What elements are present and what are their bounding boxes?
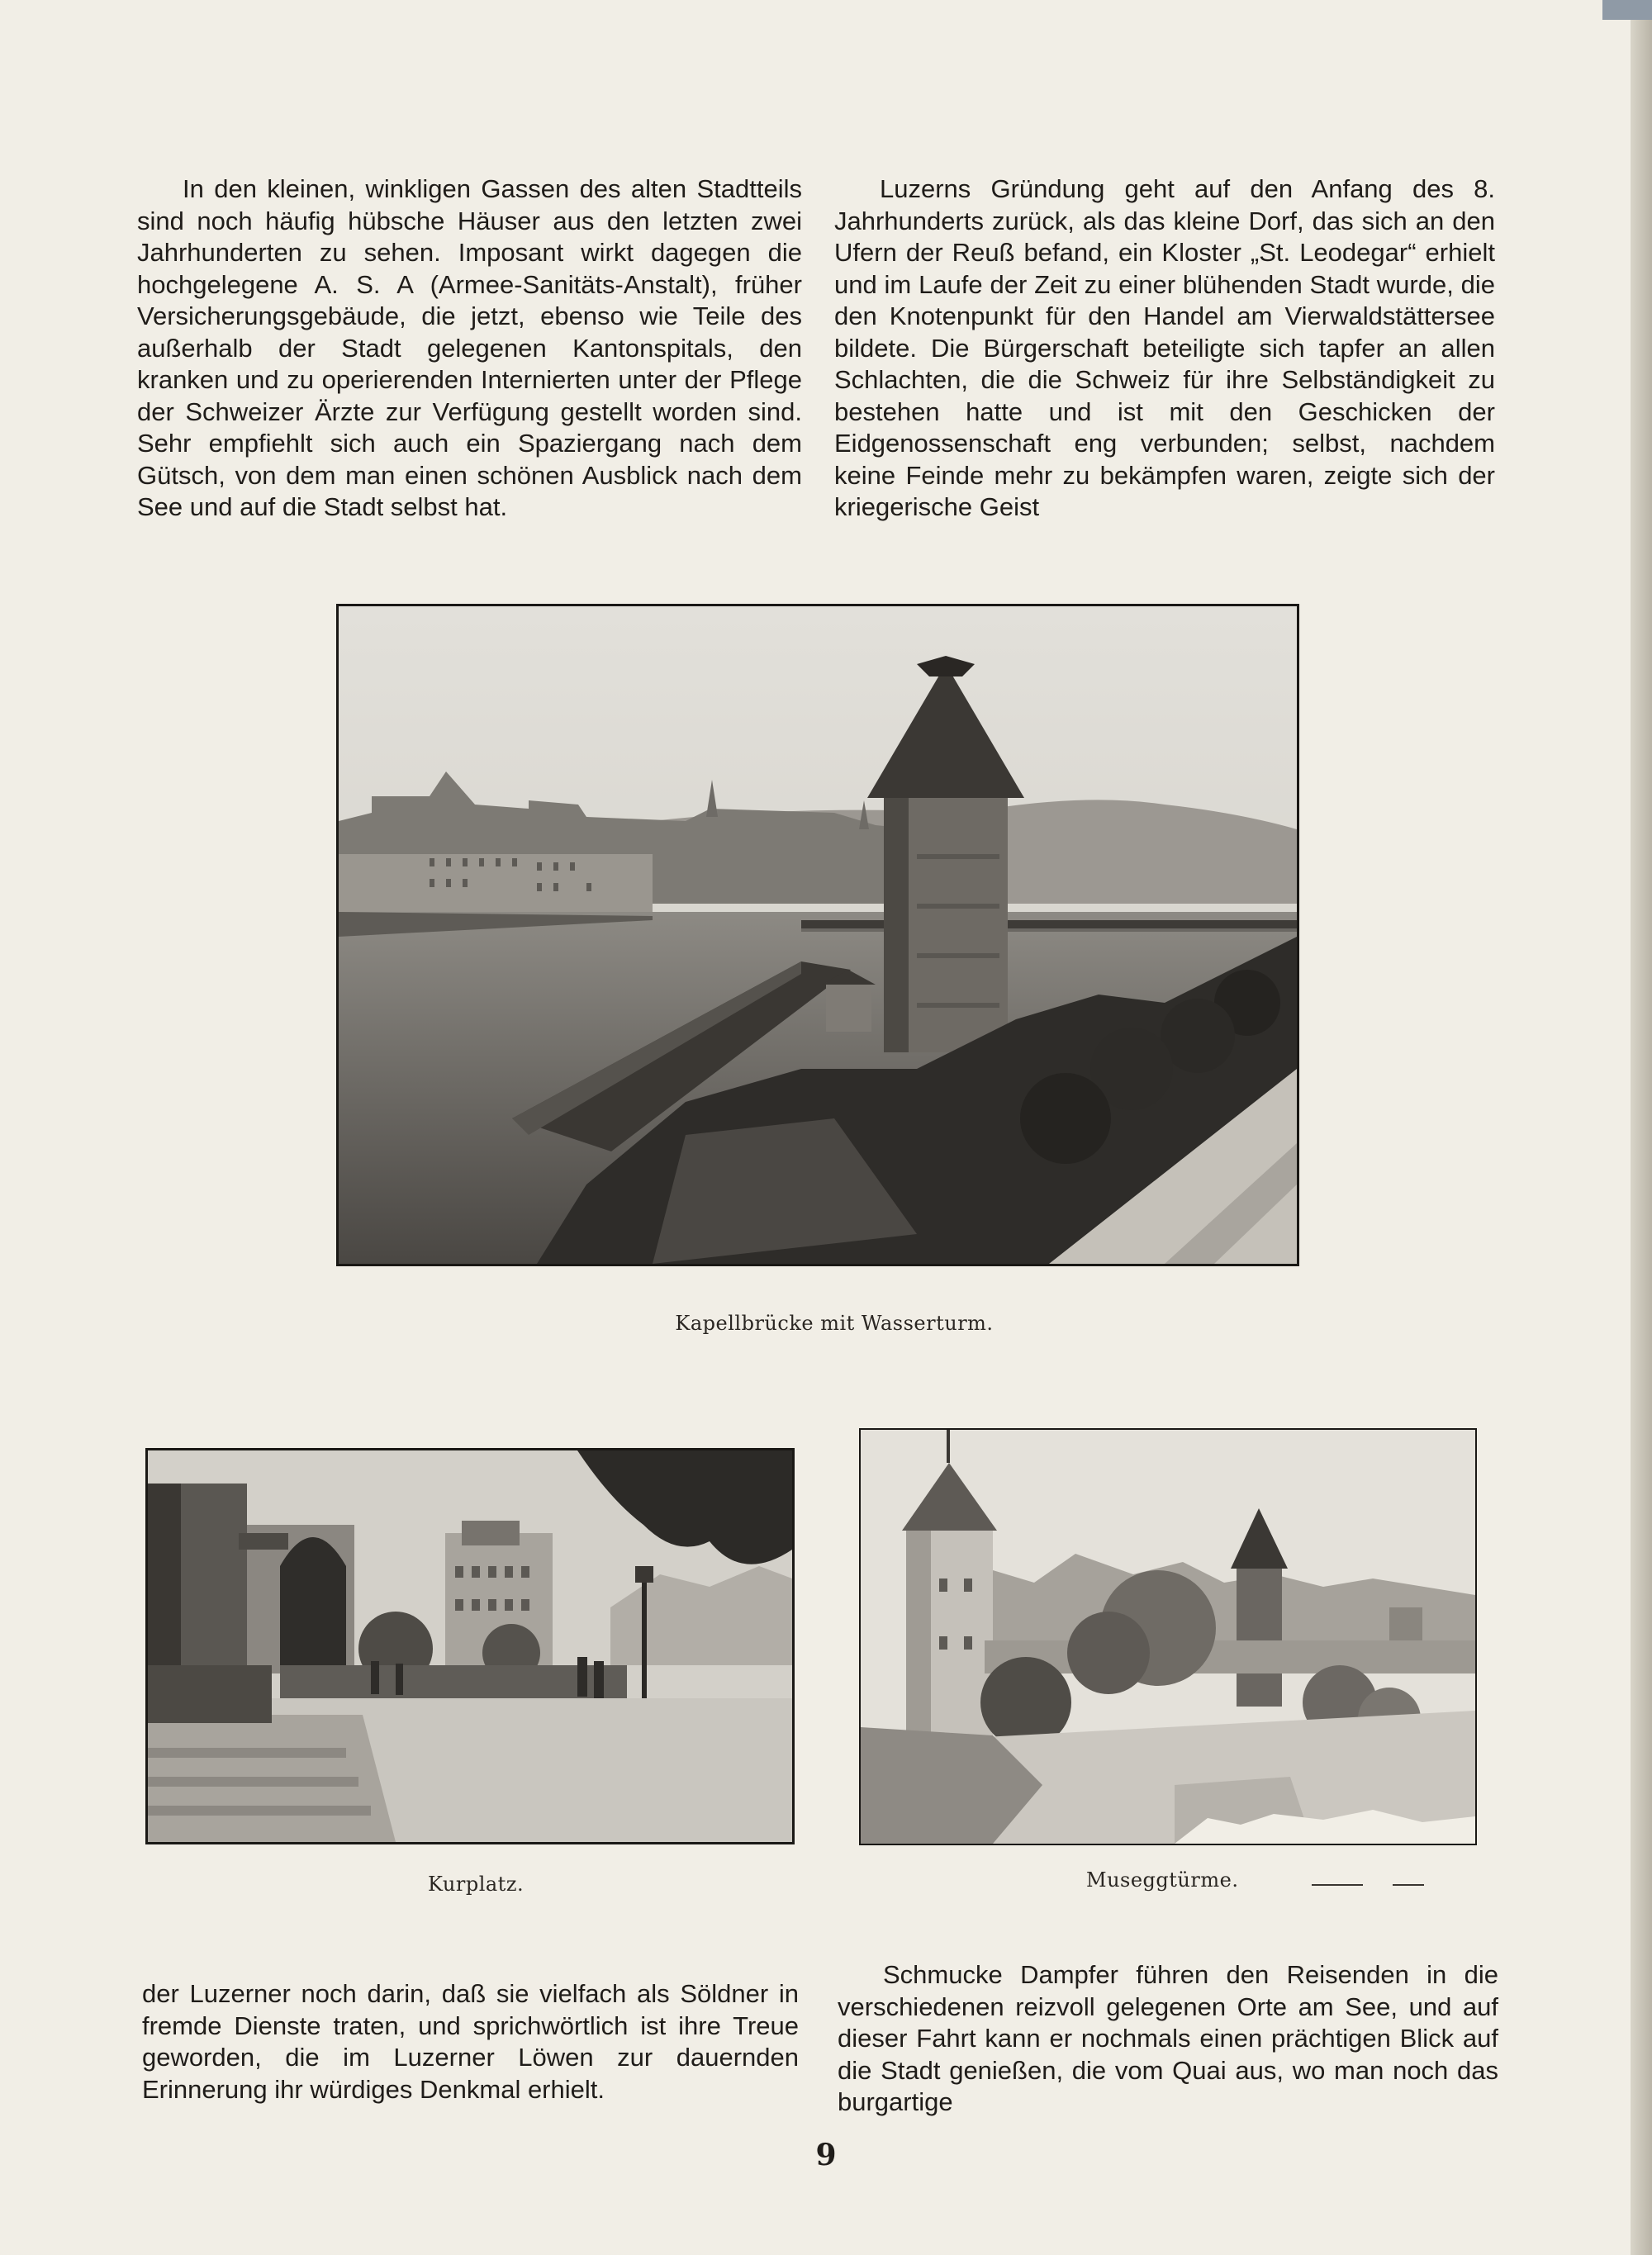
caption-kurplatz: Kurplatz. bbox=[428, 1873, 525, 1896]
photo-kurplatz bbox=[145, 1448, 795, 1844]
paragraph-loyalty: der Luzerner noch darin, daß sie vielfach als Söldner in fremde Dienste traten, und sprichwörtlich ist ihre Treue geworden, die im Luzerner Löwen zur dauernden Erinnerung ihr würdiges Denkmal erhielt. bbox=[142, 1979, 799, 2104]
text-column-top-left bbox=[137, 173, 802, 524]
photo-kurplatz-image bbox=[148, 1450, 792, 1842]
text-column-top-right bbox=[834, 173, 1495, 524]
caption-dash bbox=[1312, 1884, 1363, 1886]
caption-museggtuerme: Museggtürme. bbox=[1086, 1868, 1239, 1892]
text-column-bottom-left bbox=[142, 1978, 799, 2105]
photo-museggtuerme bbox=[859, 1428, 1477, 1845]
caption-dash bbox=[1393, 1884, 1424, 1886]
paragraph-old-town: In den kleinen, winkligen Gassen des alten Stadtteils sind noch häufig hübsche Häuser aus den letzten zwei Jahrhunderten zu sehen. Imposant wirkt dagegen die hochgelegene A. S. A (Armee-Sanitäts-Anstalt), früher Versicherungsgebäude, die jetzt, ebenso wie Teile des außerhalb der Stadt gelegenen Kantonspitals, den kranken und zu operierenden Internierten unter der Pflege der Schweizer Ärzte zur Verfügung gestellt worden sind. Sehr empfiehlt sich auch ein Spaziergang nach dem Gütsch, von dem man einen schönen Ausblick nach dem See und auf die Stadt selbst hat. bbox=[137, 174, 802, 521]
photo-kapellbruecke-image bbox=[339, 606, 1297, 1264]
photo-museggtuerme-image bbox=[861, 1430, 1475, 1844]
photo-kapellbruecke bbox=[336, 604, 1299, 1266]
caption-kapellbruecke: Kapellbrücke mit Wasserturm. bbox=[675, 1312, 994, 1335]
page-edge bbox=[1631, 0, 1652, 2255]
text-column-bottom-right bbox=[838, 1959, 1498, 2119]
cover-corner bbox=[1602, 0, 1652, 20]
page-number: 9 bbox=[815, 2138, 837, 2172]
paragraph-steamers: Schmucke Dampfer führen den Reisenden in die verschiedenen reizvoll gelegenen Orte am See, und auf dieser Fahrt kann er nochmals einen prächtigen Blick auf die Stadt genießen, die vom Quai aus, wo man noch das burgartige bbox=[838, 1960, 1498, 2116]
paragraph-founding: Luzerns Gründung geht auf den Anfang des 8. Jahrhunderts zurück, als das kleine Dorf, das sich an den Ufern der Reuß befand, ein Kloster „St. Leodegar“ erhielt und im Laufe der Zeit zu einer blühenden Stadt wurde, die den Knotenpunkt für den Handel am Vierwaldstättersee bildete. Die Bürgerschaft beteiligte sich tapfer an allen Schlachten, die die Schweiz für ihre Selbständigkeit zu bestehen hatte und ist mit den Geschicken der Eidgenossenschaft eng verbunden; selbst, nachdem keine Feinde mehr zu bekämpfen waren, zeigte sich der kriegerische Geist bbox=[834, 174, 1495, 521]
